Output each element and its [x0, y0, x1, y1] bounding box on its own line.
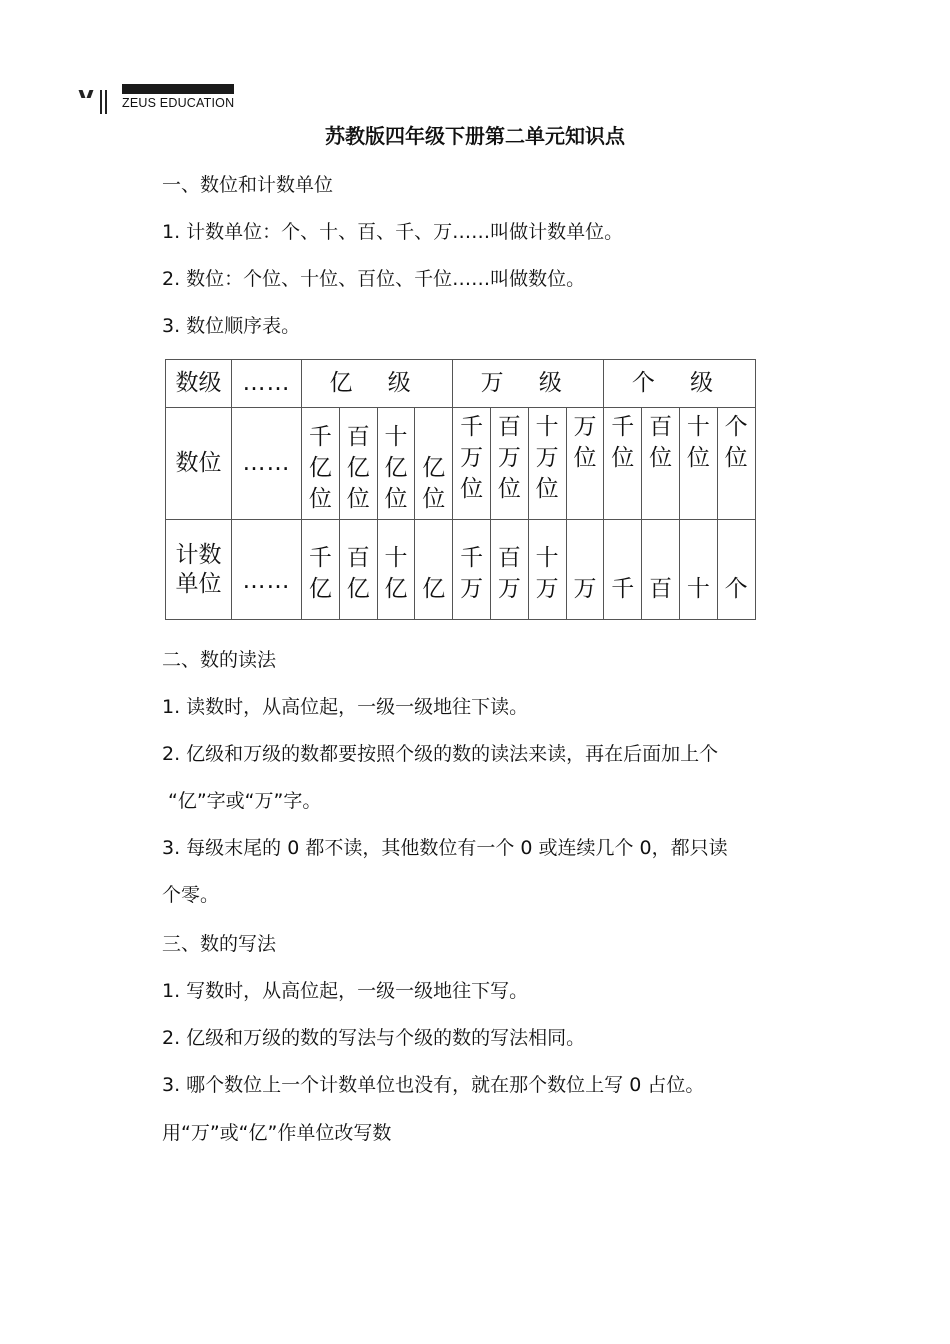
unit-label: 亿 [422, 575, 446, 602]
unit-cell [377, 520, 415, 620]
unit-cell [490, 520, 528, 620]
position-cell [717, 408, 755, 520]
position-cell [490, 408, 528, 520]
position-label: 百 万 位 [497, 414, 521, 503]
section3-item-1: 1. 写数时，从高位起，一级一级地往下写。 [162, 980, 529, 1002]
unit-label: 千 亿 [308, 544, 332, 602]
position-label: 百 亿 位 [346, 423, 370, 512]
ellipsis-cell: …… [232, 408, 302, 520]
unit-label: 百 亿 [346, 544, 370, 602]
position-label: 十 位 [686, 414, 710, 472]
position-label: 亿 位 [422, 454, 446, 512]
ellipsis-cell: …… [232, 520, 302, 620]
section2-item-3-cont: 个零。 [162, 884, 220, 906]
logo-wordmark [122, 84, 234, 94]
section2-heading: 二、数的读法 [162, 649, 277, 671]
unit-cell [717, 520, 755, 620]
unit-cell [566, 520, 604, 620]
unit-cell [302, 520, 340, 620]
group-ge: 个 级 [604, 360, 755, 408]
section2-item-2-cont: “亿”字或“万”字。 [168, 790, 322, 812]
unit-label: 百 万 [497, 544, 521, 602]
ellipsis-cell: …… [232, 360, 302, 408]
section3-heading: 三、数的写法 [162, 933, 277, 955]
position-label: 千 万 位 [460, 414, 484, 503]
section2-item-2: 2. 亿级和万级的数都要按照个级的数的读法来读，再在后面加上个 [162, 743, 719, 765]
section1-item-2: 2. 数位：个位、十位、百位、千位……叫做数位。 [162, 268, 586, 290]
position-label: 十 亿 位 [384, 423, 408, 512]
row-label-unit [166, 520, 232, 620]
position-label: 百 位 [649, 414, 673, 472]
unit-cell [415, 520, 453, 620]
unit-label: 十 亿 [384, 544, 408, 602]
position-cell [339, 408, 377, 520]
section1-heading: 一、数位和计数单位 [162, 174, 334, 196]
position-cell [566, 408, 604, 520]
row-label-position: 数位 [166, 408, 232, 520]
unit-cell [339, 520, 377, 620]
section1-item-3: 3. 数位顺序表。 [162, 315, 301, 337]
unit-cell [528, 520, 566, 620]
page-title: 苏教版四年级下册第二单元知识点 [325, 124, 625, 148]
position-cell [377, 408, 415, 520]
unit-cell [453, 520, 491, 620]
unit-label: 百 [649, 575, 673, 602]
position-label: 万 位 [573, 414, 597, 472]
unit-cell [604, 520, 642, 620]
unit-cell [679, 520, 717, 620]
unit-label: 千 万 [460, 544, 484, 602]
place-value-table [165, 359, 756, 620]
logo-text: ZEUS EDUCATION [122, 96, 235, 110]
unit-label: 万 [573, 575, 597, 602]
section3-item-2: 2. 亿级和万级的数的写法与个级的数的写法相同。 [162, 1027, 586, 1049]
section3-item-3: 3. 哪个数位上一个计数单位也没有，就在那个数位上写 0 占位。 [162, 1074, 705, 1096]
position-cell [302, 408, 340, 520]
logo [78, 84, 248, 114]
row-label-unit-text: 计数 单位 [175, 541, 222, 597]
position-cell [604, 408, 642, 520]
section2-item-1: 1. 读数时，从高位起，一级一级地往下读。 [162, 696, 529, 718]
section3-item-4: 用“万”或“亿”作单位改写数 [162, 1122, 392, 1144]
position-cell [642, 408, 680, 520]
position-cell [679, 408, 717, 520]
position-cell [528, 408, 566, 520]
unit-label: 十 [686, 575, 710, 602]
section2-item-3: 3. 每级末尾的 0 都不读，其他数位有一个 0 或连续几个 0，都只读 [162, 837, 728, 859]
position-cell [453, 408, 491, 520]
position-label: 千 位 [611, 414, 635, 472]
unit-label: 个 [724, 575, 748, 602]
group-yi: 亿 级 [302, 360, 453, 408]
row-label-level: 数级 [166, 360, 232, 408]
position-cell [415, 408, 453, 520]
unit-label: 十 万 [535, 544, 559, 602]
position-label: 十 万 位 [535, 414, 559, 503]
position-label: 千 亿 位 [308, 423, 332, 512]
section1-item-1: 1. 计数单位：个、十、百、千、万……叫做计数单位。 [162, 221, 624, 243]
group-wan: 万 级 [453, 360, 604, 408]
unit-label: 千 [611, 575, 635, 602]
position-label: 个 位 [724, 414, 748, 472]
unit-cell [642, 520, 680, 620]
